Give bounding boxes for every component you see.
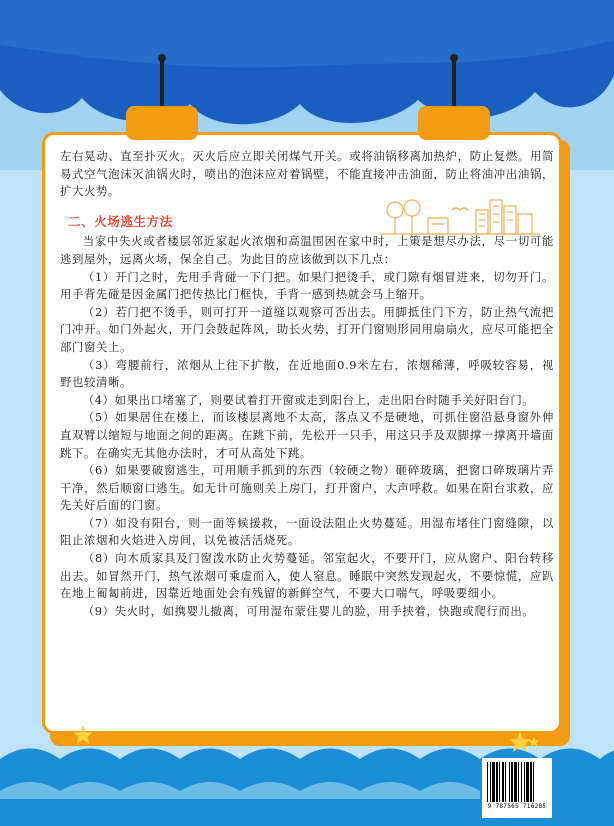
paragraph-5: （5）如果居住在楼上，而该楼层离地不太高，落点又不是硬地，可抓住窗沿悬身窗外伸直双臂以缩短与地面之间的距离。在跳下前，先松开一只手，用这只手及双脚撑一撑离开墙面跳下。在确实无其他办法时，才可从高处下跳。 (60, 410, 554, 460)
paragraph-intro: 当家中失火或者楼层邻近家起火浓烟和高温围困在家中时，上策是想尽办法，尽一切可能逃到屋外，远离火场，保全自己。为此目的应该做到以下几点： (60, 234, 554, 266)
barcode-bar (521, 762, 522, 802)
article-body (60, 148, 554, 620)
intro-paragraph: 左右晃动、直至扑灭火。灭火后应立即关闭煤气开关。或将油锅移离加热炉，防止复燃。用简易式空气泡沫灭油锅火时，喷出的泡沫应对着锅壁，不能直接冲击油面，防止将油冲出油锅，扩大火势。 (60, 149, 554, 199)
barcode-bar (526, 762, 529, 802)
section-title: 二、火场逃生方法 (68, 213, 173, 229)
barcode-bar (530, 762, 532, 802)
barcode-bar (511, 762, 513, 802)
barcode-bar (524, 762, 525, 802)
paragraph-4: （4）如果出口堵塞了，则要试着打开窗或走到阳台上，走出阳台时随手关好阳台门。 (82, 392, 535, 407)
barcode-bar (505, 762, 506, 802)
paragraph-1: （1）开门之时，先用手背碰一下门把。如果门把烫手，或门隙有烟冒进来，切勿开门。用手背先碰是因金属门把传热比门框快，手背一感到热就会马上缩开。 (60, 269, 554, 302)
paragraph-9: （9）失火时，如携婴儿撤离，可用湿布蒙住婴儿的脸，用手挟着，快跑或爬行而出。 (82, 603, 535, 618)
paragraph-3: （3）弯腰前行，浓烟从上往下扩散，在近地面0.9米左右，浓烟稀薄，呼吸较容易，视野也较清晰。 (60, 357, 554, 390)
barcode-bar (518, 762, 519, 802)
star-icon (528, 736, 540, 748)
barcode-bar (514, 762, 517, 802)
barcode-bar (492, 762, 495, 802)
barcode-bar (499, 762, 500, 802)
barcode-bars-icon (486, 762, 548, 802)
barcode-bar (502, 762, 504, 802)
barcode-bar (509, 762, 510, 802)
curtain-valance (0, 0, 614, 150)
barcode-bar (533, 762, 534, 802)
paragraph-8: （8）向木质家具及门窗泼水防止火势蔓延。邻室起火，不要开门，应从窗户、阳台转移出去。如冒然开门，热气浓烟可乘虚而入，使人窒息。睡眠中突然发现起火，不要惊慌，应趴在地上匍匐前进，因靠近地面处会有残留的新鲜空气，不要大口喘气，呼吸要细小。 (60, 551, 554, 601)
isbn-number: 9 787565 716285 (487, 803, 547, 810)
barcode-bar (490, 762, 491, 802)
isbn-barcode (482, 758, 552, 818)
barcode-bar (496, 762, 498, 802)
star-icon (72, 724, 94, 746)
barcode-bar (487, 762, 488, 802)
paragraph-2: （2）若门把不烫手，则可打开一道缝以观察可否出去。用脚抵住门下方，防止热气流把门冲开。如门外起火，开门会鼓起阵风，助长火势，打开门窗则形同用扇扇火，应尽可能把全部门窗关上。 (60, 304, 554, 354)
paragraph-7: （7）如没有阳台，则一面等候援救，一面设法阻止火势蔓延。用湿布堵住门窗缝隙，以阻止浓烟和火焰进入房间，以免被活活烧死。 (60, 515, 554, 548)
paragraph-6: （6）如果要破窗逃生，可用顺手抓到的东西（较硬之物）砸碎玻璃，把窗口碎玻璃片弄干净，然后顺窗口逃生。如无计可施则关上房门，打开窗户，大声呼救。如果在阳台求救，应先关好后面的门窗。 (60, 463, 554, 513)
